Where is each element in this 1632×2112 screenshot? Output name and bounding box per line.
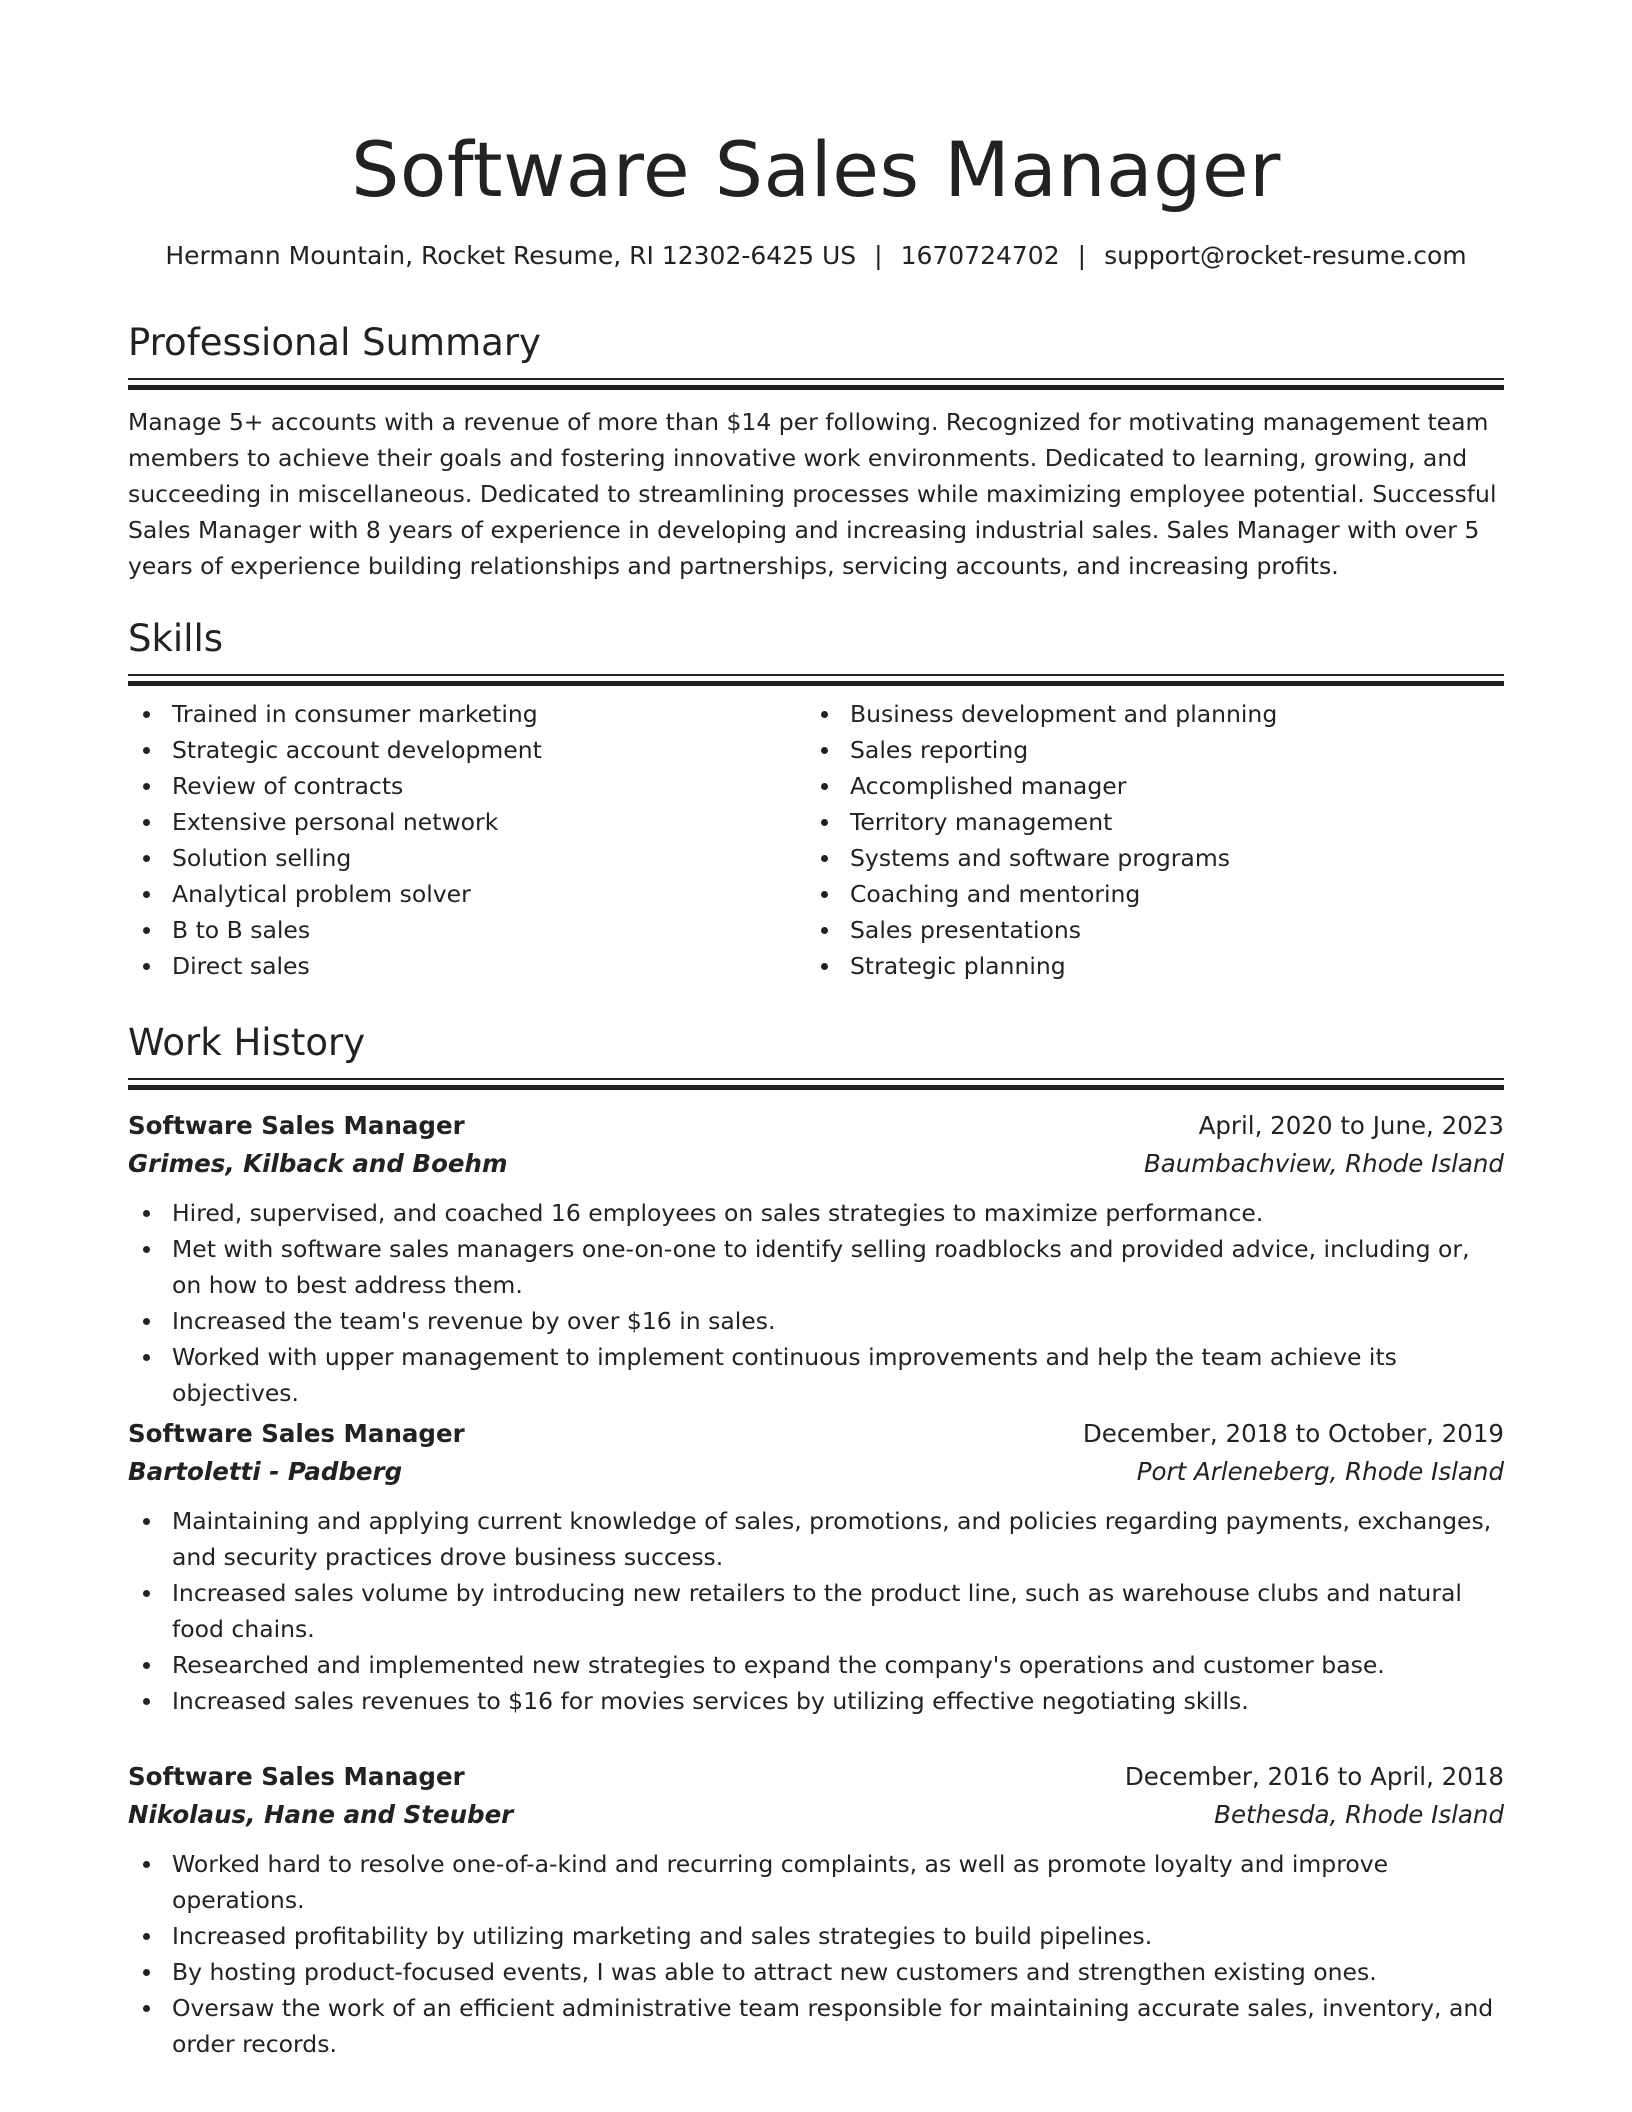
job-entry [128,1415,1504,1719]
job-bullet: Met with software sales managers one-on-one to identify selling roadblocks and provided advice, including or, on how to best address them. [128,1231,1504,1303]
skill-item: Sales presentations [806,912,1484,948]
skill-item: Sales reporting [806,732,1484,768]
job-bullet: Increased sales revenues to $16 for movies services by utilizing effective negotiating skills. [128,1683,1504,1719]
job-dates: December, 2018 to October, 2019 [1082,1419,1504,1448]
skill-item: Direct sales [128,948,806,984]
job-entry [128,1107,1504,1411]
skills-right-list [806,696,1484,984]
job-entry [128,1758,1504,2062]
skill-item: B to B sales [128,912,806,948]
work-section [128,1020,1504,1088]
skill-item: Trained in consumer marketing [128,696,806,732]
contact-separator: | [874,241,883,270]
skill-item: Analytical problem solver [128,876,806,912]
skill-item: Strategic account development [128,732,806,768]
resume-page [128,0,1504,2058]
job-bullet: Worked with upper management to implement continuous improvements and help the team achieve its objectives. [128,1339,1504,1411]
job-company: Bartoletti - Padberg [128,1457,403,1486]
skill-item: Business development and planning [806,696,1484,732]
job-bullet: Increased profitability by utilizing marketing and sales strategies to build pipelines. [128,1918,1504,1954]
job-bullet-list [128,1195,1504,1411]
contact-separator: | [1077,241,1087,270]
job-bullet: Worked hard to resolve one-of-a-kind and recurring complaints, as well as promote loyalty and improve operations. [128,1846,1504,1918]
job-subheader [128,1796,1504,1834]
skill-item: Coaching and mentoring [806,876,1484,912]
skill-item: Strategic planning [806,948,1484,984]
skill-item: Accomplished manager [806,768,1484,804]
section-divider [128,1078,1504,1088]
job-bullet-list [128,1503,1504,1719]
job-subheader [128,1145,1504,1183]
skills-columns [128,696,1504,984]
job-header [128,1415,1504,1453]
job-dates: April, 2020 to June, 2023 [1198,1111,1504,1140]
contact-phone: 1670724702 [900,241,1060,270]
contact-email: support@rocket-resume.com [1104,241,1467,270]
job-title: Software Sales Manager [128,1111,465,1140]
job-company: Nikolaus, Hane and Steuber [128,1800,514,1829]
job-header [128,1107,1504,1145]
job-location: Port Arleneberg, Rhode Island [1136,1457,1504,1486]
job-bullet: Oversaw the work of an efficient administrative team responsible for maintaining accurate sales, inventory, and order records. [128,1990,1504,2062]
summary-heading: Professional Summary [128,321,541,364]
contact-line [128,240,1504,272]
job-bullet: Researched and implemented new strategies to expand the company's operations and customer base. [128,1647,1504,1683]
skill-item: Solution selling [128,840,806,876]
skills-left-list [128,696,806,984]
job-dates: December, 2016 to April, 2018 [1124,1762,1504,1791]
work-heading: Work History [128,1021,366,1064]
job-bullet: Increased the team's revenue by over $16 in sales. [128,1303,1504,1339]
resume-name: Software Sales Manager [351,125,1281,214]
skill-item: Territory management [806,804,1484,840]
summary-section [128,320,1504,584]
job-title: Software Sales Manager [128,1419,465,1448]
skills-section [128,616,1504,984]
job-bullet: Maintaining and applying current knowledge of sales, promotions, and policies regarding payments, exchanges, and security practices drove business success. [128,1503,1504,1575]
section-divider [128,378,1504,388]
summary-text: Manage 5+ accounts with a revenue of more than $14 per following. Recognized for motivating management team members to achieve their goals and fostering innovative work environments. Dedicated to learning, growing, and succeeding in miscellaneous. Dedicated to streamlining processes while maximizing employee potential. Successful Sales Manager with 8 years of experience in developing and increasing industrial sales. Sales Manager with over 5 years of experience building relationships and partnerships, servicing accounts, and increasing profits. [128,408,1497,580]
job-location: Baumbachview, Rhode Island [1143,1149,1504,1178]
job-bullet: Increased sales volume by introducing new retailers to the product line, such as warehouse clubs and natural food chains. [128,1575,1504,1647]
job-bullet-list [128,1846,1504,2062]
job-subheader [128,1453,1504,1491]
contact-address: Hermann Mountain, Rocket Resume, RI 12302-6425 US [165,241,857,270]
job-header [128,1758,1504,1796]
job-bullet: Hired, supervised, and coached 16 employees on sales strategies to maximize performance. [128,1195,1504,1231]
skill-item: Extensive personal network [128,804,806,840]
job-company: Grimes, Kilback and Boehm [128,1149,508,1178]
job-location: Bethesda, Rhode Island [1214,1800,1504,1829]
skill-item: Systems and software programs [806,840,1484,876]
section-divider [128,674,1504,684]
skills-heading: Skills [128,617,224,660]
job-title: Software Sales Manager [128,1762,465,1791]
skill-item: Review of contracts [128,768,806,804]
job-bullet: By hosting product-focused events, I was able to attract new customers and strengthen existing ones. [128,1954,1504,1990]
